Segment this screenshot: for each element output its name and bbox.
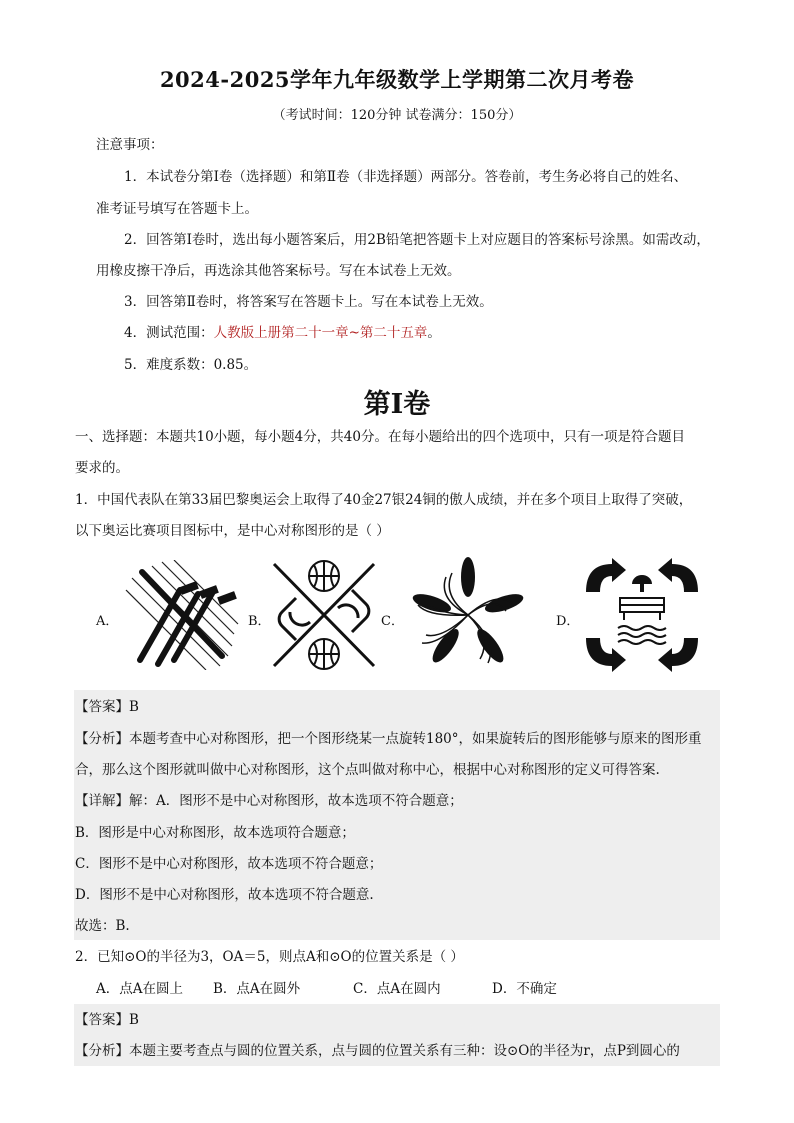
q1-detail-b: B．图形是中心对称图形，故本选项符合题意； [75,825,355,841]
question-1-stem: 1．中国代表队在第33届巴黎奥运会上取得了40金27银24铜的傲人成绩，并在多个项目上取得了突破， [75,492,693,508]
option-a-label: A． [96,614,119,629]
section-title: 第Ⅰ卷 [363,389,431,420]
notice-item-2: 2．回答第Ⅰ卷时，选出每小题答案后，用2B铅笔把答题卡上对应题目的答案标号涂黑。如需改动， [124,232,710,248]
basketball-icon [268,558,380,672]
q1-detail-a: 【详解】解：A．图形不是中心对称图形，故本选项不符合题意； [75,793,463,809]
option-d-label: D． [556,614,580,629]
test-range: 人教版上册第二十一章~第二十五章 [213,325,428,341]
exam-info: （考试时间：120分钟 试卷满分：150分） [272,108,522,123]
q2-option-d: D．不确定 [492,981,557,997]
notice-item-4 [124,323,441,343]
q2-analysis: 【分析】本题主要考查点与圆的位置关系，点与圆的位置关系有三种：设⊙O的半径为r，点P到圆心的 [75,1043,680,1059]
q2-option-c: C．点A在圆内 [353,981,441,997]
option-c-label: C． [381,614,404,629]
question-2-stem: 2．已知⊙O的半径为3，OA＝5，则点A和⊙O的位置关系是（ ） [75,949,464,965]
question-1-stem-cont: 以下奥运比赛项目图标中，是中心对称图形的是（ ） [75,523,390,539]
q1-analysis: 【分析】本题考查中心对称图形，把一个图形绕某一点旋转180°，如果旋转后的图形能够与原来的图形重 [75,731,702,747]
notice-heading: 注意事项： [96,137,164,153]
notice-item-3: 3．回答第Ⅱ卷时，将答案写在答题卡上。写在本试卷上无效。 [124,294,493,310]
notice-item-4-suffix: 。 [427,325,441,341]
rowing-icon [122,560,240,670]
notice-item-1: 1．本试卷分第Ⅰ卷（选择题）和第Ⅱ卷（非选择题）两部分。答卷前，考生务必将自己的姓名、 [124,169,688,185]
q1-detail-d: D．图形不是中心对称图形，故本选项不符合题意. [75,887,374,903]
q1-choice: 故选：B. [75,918,130,934]
q2-answer: 【答案】B [75,1012,139,1028]
part1-intro-cont: 要求的。 [75,460,129,476]
notice-item-4-prefix: 4．测试范围： [124,325,214,341]
page-title: 2024-2025学年九年级数学上学期第二次月考卷 [159,67,635,92]
notice-item-1-cont: 准考证号填写在答题卡上。 [96,201,258,217]
option-b-label: B． [248,614,271,629]
q2-option-b: B．点A在圆外 [213,981,301,997]
swirl-icon [402,555,534,675]
q2-option-a: A．点A在圆上 [96,981,183,997]
part1-intro: 一、选择题：本题共10小题，每小题4分，共40分。在每小题给出的四个选项中，只有一项是符合题目 [75,429,685,445]
notice-item-2-cont: 用橡皮擦干净后，再选涂其他答案标号。写在本试卷上无效。 [96,263,461,279]
q1-analysis-cont: 合，那么这个图形就叫做中心对称图形，这个点叫做对称中心，根据中心对称图形的定义可得答案. [75,762,660,778]
q1-detail-c: C．图形不是中心对称图形，故本选项不符合题意； [75,856,383,872]
q1-answer: 【答案】B [75,699,139,715]
swimming-icon [582,558,702,672]
notice-item-5: 5．难度系数：0.85。 [124,357,258,373]
